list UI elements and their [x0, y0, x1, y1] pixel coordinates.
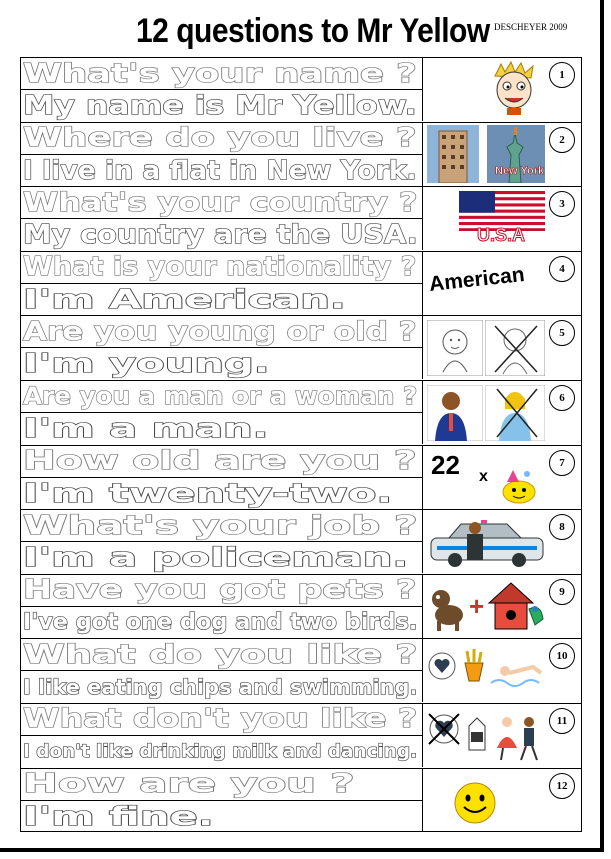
- qa-row-5: [20, 315, 582, 380]
- question-text: How are you ?: [23, 769, 355, 800]
- dancers-icon: [491, 712, 545, 762]
- picture-cell: [422, 58, 581, 121]
- answer-text: I'm a policeman.: [23, 543, 409, 574]
- qa-row-10: [20, 638, 582, 703]
- picture-cell: [422, 316, 581, 379]
- page-title: 12 questions to Mr Yellow: [136, 12, 490, 50]
- question-text: What is your nationality ?: [23, 252, 417, 283]
- picture-cell: [422, 123, 581, 186]
- question-text: Where do you live ?: [23, 123, 417, 154]
- picture-cell: [422, 187, 581, 250]
- answer-cell: [21, 801, 422, 833]
- question-number: 10: [549, 643, 575, 669]
- birthday-cake-icon: [493, 464, 545, 504]
- qa-row-2: [20, 122, 582, 187]
- question-number: 3: [549, 191, 575, 217]
- skyscraper-icon: [427, 125, 479, 183]
- qa-row-4: [20, 251, 582, 316]
- usa-flag-icon: [459, 191, 545, 247]
- question-cell: [21, 123, 422, 155]
- question-text: What's your name ?: [23, 58, 417, 89]
- question-cell: [21, 575, 422, 607]
- usa-label: U.S.A: [477, 225, 526, 246]
- answer-text: I live in a flat in New York.: [23, 155, 417, 186]
- question-number: 8: [549, 514, 575, 540]
- answer-cell: [21, 90, 422, 122]
- answer-cell: [21, 348, 422, 380]
- heart-icon: [427, 651, 457, 681]
- question-number: 2: [549, 127, 575, 153]
- answer-text: My country are the USA.: [23, 220, 418, 251]
- question-number: 11: [549, 708, 575, 734]
- answer-cell: [21, 736, 422, 768]
- plus-sign: +: [469, 590, 485, 621]
- question-cell: [21, 252, 422, 284]
- answer-text: I'm twenty-two.: [23, 478, 393, 509]
- question-text: Are you young or old ?: [23, 316, 417, 347]
- question-grid: [20, 57, 582, 832]
- question-number: 6: [549, 385, 575, 411]
- question-cell: [21, 769, 422, 801]
- answer-text: I'm fine.: [23, 801, 214, 832]
- chips-icon: [459, 649, 489, 683]
- smiley-icon: [453, 781, 497, 825]
- picture-cell: [422, 575, 581, 638]
- qa-row-3: [20, 186, 582, 251]
- qa-row-7: [20, 445, 582, 510]
- picture-cell: [422, 446, 581, 509]
- question-text: How old are you ?: [23, 446, 417, 477]
- answer-cell: [21, 219, 422, 251]
- question-text: What do you like ?: [23, 639, 418, 670]
- nationality-word: American: [428, 262, 526, 296]
- question-number: 5: [549, 320, 575, 346]
- question-number: 4: [549, 256, 575, 282]
- question-number: 7: [549, 450, 575, 476]
- answer-text: I don't like drinking milk and dancing.: [23, 741, 418, 763]
- answer-text: I'm young.: [23, 349, 270, 380]
- picture-cell: [422, 769, 581, 832]
- question-cell: [21, 316, 422, 348]
- answer-cell: [21, 671, 422, 703]
- answer-text: I like eating chips and swimming.: [23, 675, 418, 700]
- qa-row-9: [20, 574, 582, 639]
- question-cell: [21, 446, 422, 478]
- qa-row-6: [20, 380, 582, 445]
- old-man-icon: [485, 320, 545, 376]
- answer-text: I've got one dog and two birds.: [23, 610, 418, 636]
- question-cell: [21, 58, 422, 90]
- police-car-icon: [427, 514, 547, 570]
- answer-cell: [21, 284, 422, 316]
- question-cell: [21, 704, 422, 736]
- answer-cell: [21, 607, 422, 639]
- author-credit: DESCHEYER 2009: [494, 22, 568, 32]
- answer-cell: [21, 542, 422, 574]
- answer-cell: [21, 478, 422, 510]
- question-number: 12: [549, 773, 575, 799]
- answer-text: I'm American.: [23, 284, 346, 315]
- qa-row-8: [20, 509, 582, 574]
- question-cell: [21, 187, 422, 219]
- man-icon: [427, 385, 483, 441]
- birdhouse-icon: [485, 579, 547, 635]
- age-number: 22: [431, 449, 460, 480]
- dog-icon: [427, 583, 471, 633]
- qa-row-1: [20, 57, 582, 122]
- picture-cell: [422, 639, 581, 702]
- answer-cell: [21, 413, 422, 445]
- woman-icon: [485, 385, 545, 441]
- swimmer-icon: [489, 653, 547, 693]
- statue-of-liberty-icon: [487, 125, 545, 183]
- qa-row-11: [20, 703, 582, 768]
- question-text: What's your job ?: [23, 510, 418, 541]
- qa-row-12: [20, 768, 582, 833]
- picture-cell: [422, 381, 581, 444]
- question-number: 1: [549, 62, 575, 88]
- new-york-label: New York: [495, 164, 545, 177]
- question-cell: [21, 510, 422, 542]
- question-text: What don't you like ?: [23, 704, 418, 735]
- picture-cell: [422, 252, 581, 315]
- times-sign: x: [479, 467, 488, 485]
- question-cell: [21, 639, 422, 671]
- picture-cell: [422, 510, 581, 573]
- answer-text: My name is Mr Yellow.: [23, 91, 417, 121]
- answer-text: I'm a man.: [23, 413, 269, 444]
- picture-cell: [422, 704, 581, 767]
- question-number: 9: [549, 579, 575, 605]
- milk-icon: [465, 716, 489, 752]
- question-cell: [21, 381, 422, 413]
- question-text: What's your country ?: [23, 187, 418, 218]
- heart-icon: [427, 712, 461, 746]
- answer-cell: [21, 155, 422, 187]
- question-text: Have you got pets ?: [23, 575, 417, 606]
- question-text: Are you a man or a woman ?: [23, 382, 418, 411]
- baby-icon: [427, 320, 483, 376]
- cartoon-boy-icon: [481, 60, 551, 115]
